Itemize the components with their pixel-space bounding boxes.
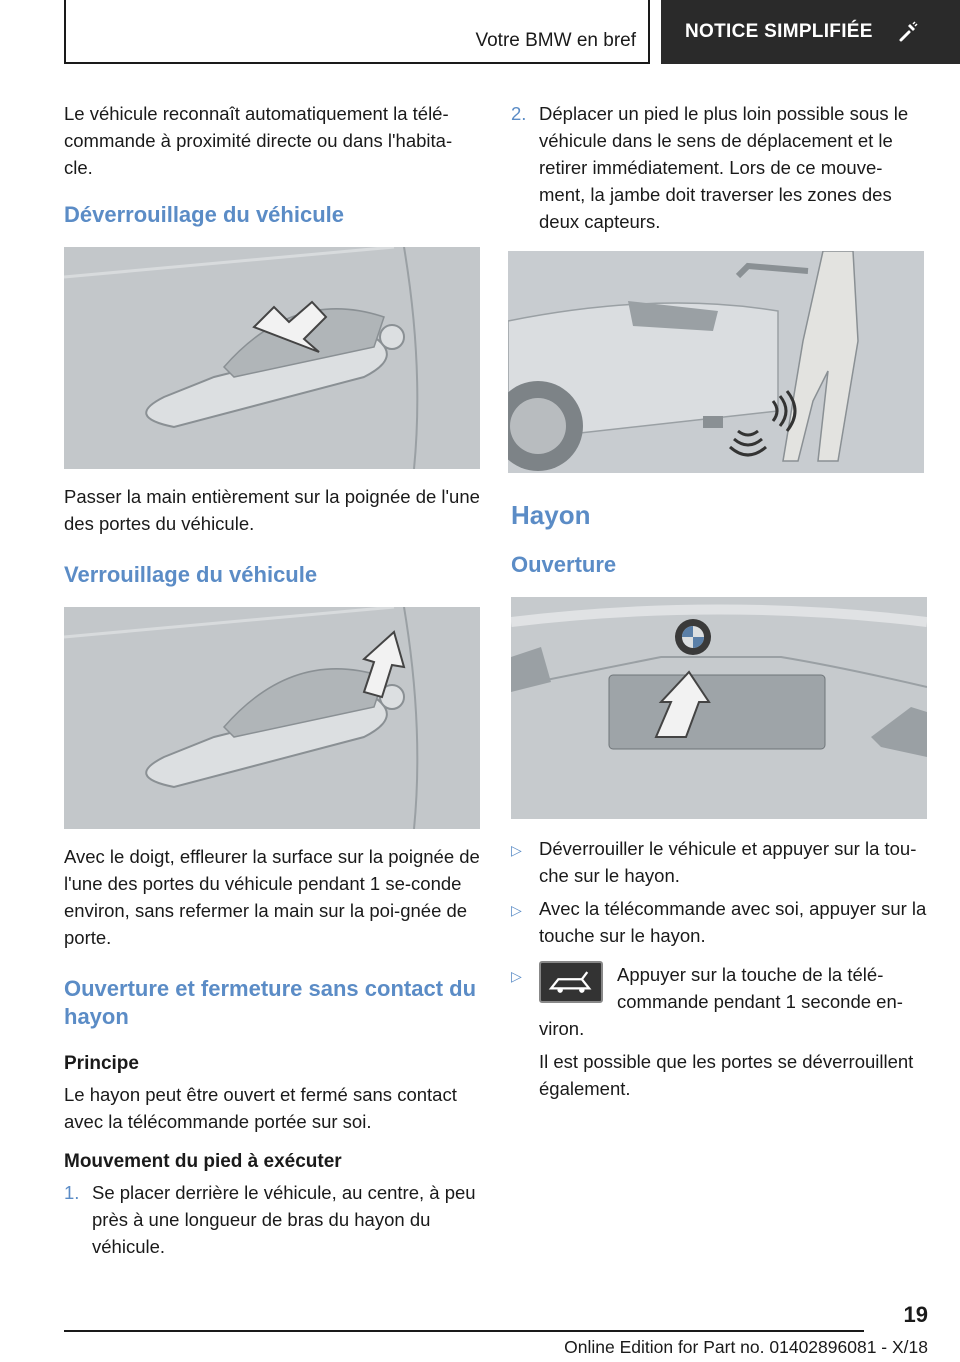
bullet-marker: ▷ [511,902,522,918]
principle-text: Le hayon peut être ouvert et fermé sans contact avec la télécommande portée sur soi. [64,1084,457,1132]
bullet-text: Appuyer sur la touche de la télé-commande pendant 1 seconde en- [617,964,903,1012]
bullet-marker: ▷ [511,842,522,858]
ouverture-heading: Ouverture [511,552,617,577]
movement-heading: Mouvement du pied à exécuter [64,1151,342,1172]
list-item [64,1179,480,1260]
bullet-text: Déverrouiller le véhicule et appuyer sur la tou-che sur le hayon. [539,838,917,886]
footer-rule [64,1330,864,1332]
header-rule-left [64,0,66,64]
list-item [511,895,927,949]
bullet-text: Avec la télécommande avec soi, appuyer sur la touche sur le hayon. [539,898,927,946]
left-column [64,100,480,1260]
section-title: Votre BMW en bref [475,30,636,51]
chapter-tab[interactable] [661,0,960,64]
list-item [511,961,927,1102]
tailgate-button-figure [511,597,927,819]
unlock-text: Passer la main entièrement sur la poignée de l'une des portes du véhicule. [64,486,480,534]
chapter-tab-label: NOTICE SIMPLIFIÉE [685,21,873,42]
tailgate-key-icon [539,961,603,1003]
door-handle-unlock-figure [64,247,480,469]
foot-sensor-figure [508,251,924,473]
step-number: 2. [511,103,527,124]
intro-paragraph: Le véhicule reconnaît automatiquement la télé-commande à proximité directe ou dans l'habita-cle. [64,103,453,178]
bullet-marker: ▷ [511,968,522,984]
wrench-icon [895,20,919,44]
lock-text: Avec le doigt, effleurer la surface sur la poignée de l'une des portes du véhicule pendant 1 se-conde environ, sans refermer la main sur la poi-gnée de porte. [64,846,480,948]
edition-footer: Online Edition for Part no. 01402896081 - X/18 [564,1337,928,1357]
step-text: Se placer derrière le véhicule, au centre, à peu près à une longueur de bras du hayon du véhicule. [92,1182,476,1257]
unlock-heading: Déverrouillage du véhicule [64,202,344,227]
principle-heading: Principe [64,1053,139,1074]
step-number: 1. [64,1182,80,1203]
page-number: 19 [903,1302,928,1327]
list-item [511,835,927,889]
lock-heading: Verrouillage du véhicule [64,562,318,587]
step-text: Déplacer un pied le plus loin possible sous le véhicule dans le sens de déplacement et le retirer immédiatement. Lors de ce mouve-ment, la jambe doit traverser les zones des deux capteurs. [539,103,909,232]
door-handle-lock-figure [64,607,480,829]
hayon-heading: Hayon [511,500,591,530]
right-column [511,100,927,1102]
list-item [511,100,927,235]
header-rule-bottom [64,62,650,64]
contactless-heading: Ouverture et fermeture sans contact du hayon [64,976,477,1029]
header-rule-mid [648,0,650,64]
bullet-note: Il est possible que les portes se déverrouillent également. [539,1051,914,1099]
bullet-text-continued: viron. [539,1018,585,1039]
